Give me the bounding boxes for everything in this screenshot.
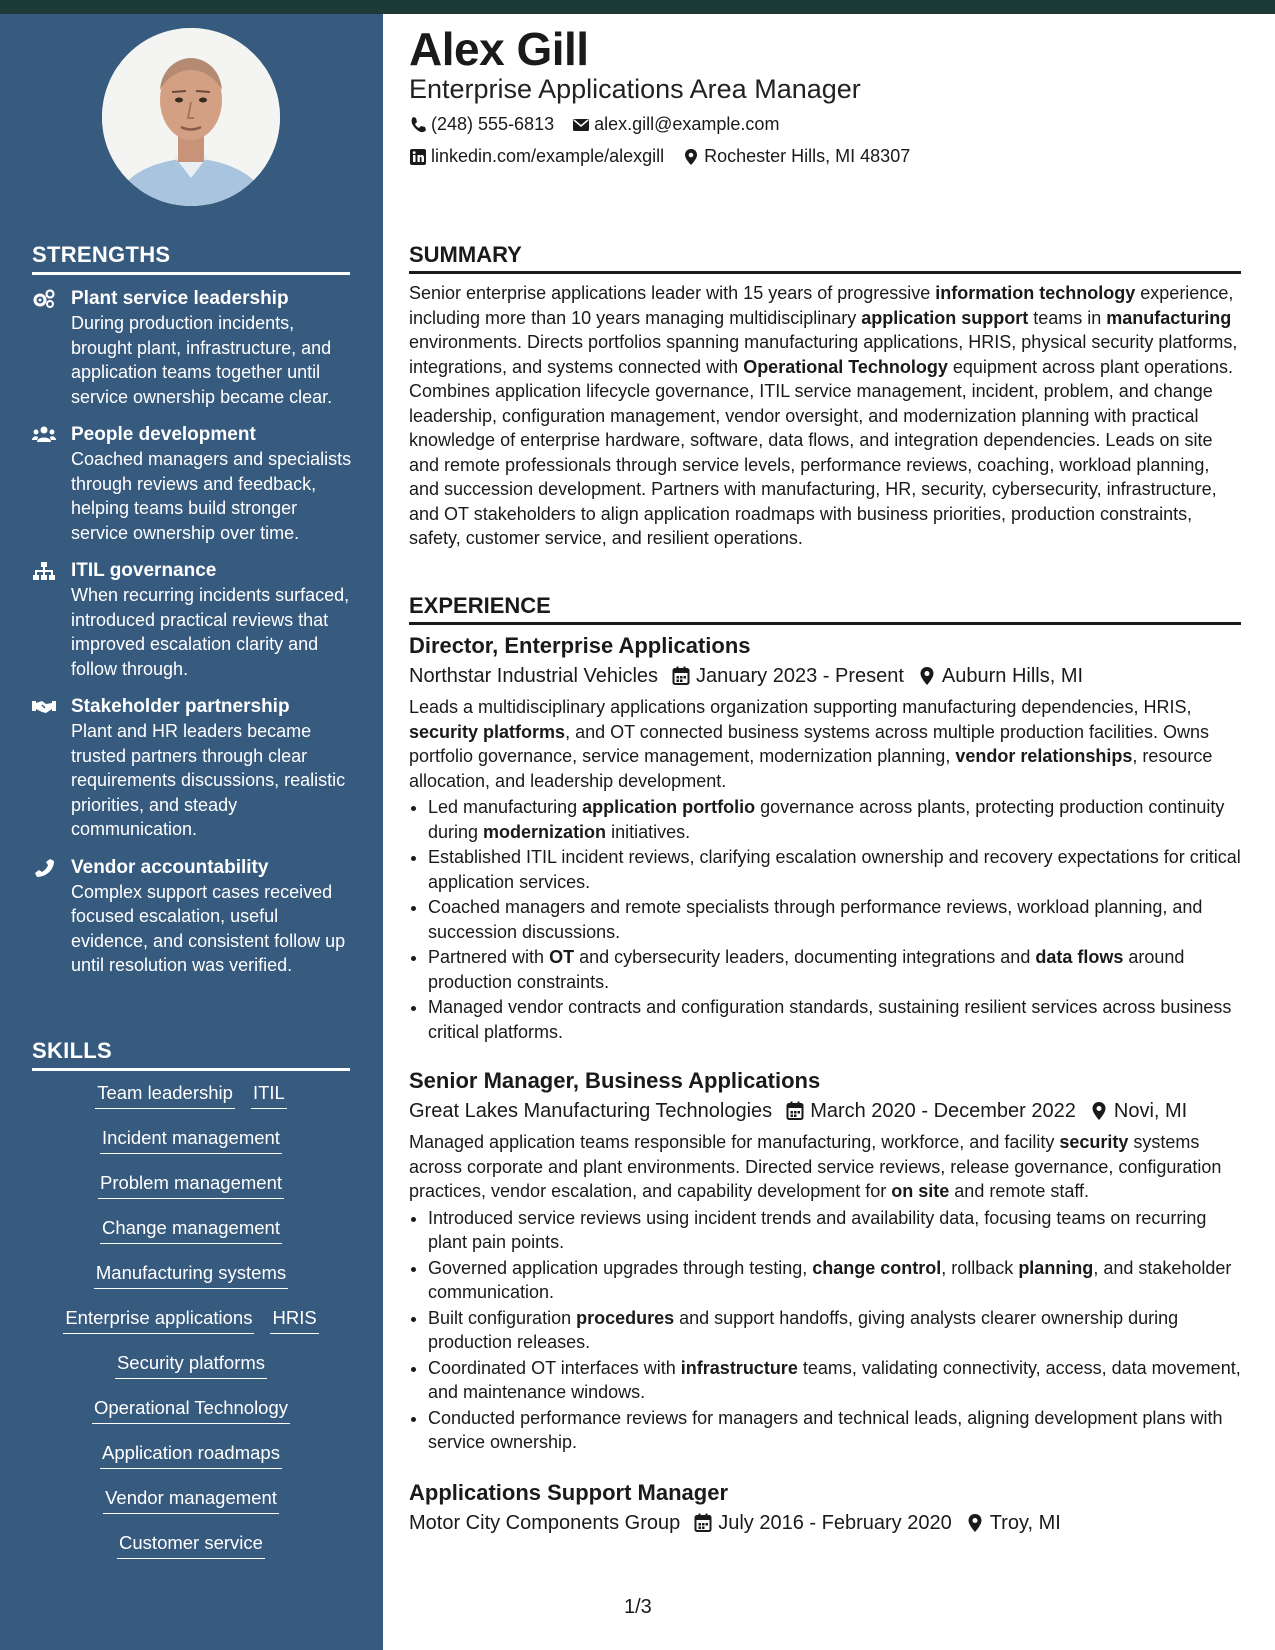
job-description: Managed application teams responsible for manufacturing, workforce, and facility security systems across corporate and plant environments. Directed service reviews, release governance, configuration practices, vendor escalation, and capability development for on site and remote staff. [409,1132,1222,1201]
map-pin-icon [682,148,700,166]
summary-text: Senior enterprise applications leader with 15 years of progressive information technology experience, including more than 10 years managing multidisciplinary application support teams in manufacturing environments. Directs portfolios spanning manufacturing applications, HRIS, physical security platforms, integrations, and systems connected with Operational Technology equipment across plant operations. Combines application lifecycle governance, ITIL service management, incident, problem, and change leadership, configuration management, vendor oversight, and modernization planning with practical knowledge of enterprise hardware, software, data flows, and integration dependencies. Leads on site and remote professionals through service levels, performance reviews, coaching, workload planning, and succession development. Partners with manufacturing, HR, security, cybersecurity, infrastructure, and OT stakeholders to align application roadmaps with business priorities, production constraints, safety, customer service, and resilient operations. [409,283,1238,548]
job-meta [409,661,1241,691]
contact-linkedin [409,146,664,167]
job-bullet: • Coached managers and remote specialists through performance reviews, workload planning, and succession discussions. [428,895,1241,944]
skill-tag: Change management [100,1215,282,1244]
calendar-icon [694,1513,712,1533]
gears-icon [32,289,56,309]
skill-tag: Incident management [100,1125,282,1154]
skill-row [32,1395,350,1440]
handshake-icon [32,697,56,717]
contact-email [572,114,779,135]
job-dates: March 2020 - December 2022 [810,1100,1076,1122]
strength-item [32,423,352,545]
job-bullets [409,795,1241,1044]
contact-row [409,114,779,135]
job-entry [409,631,1241,1045]
skill-tag: Application roadmaps [100,1440,282,1469]
envelope-icon [572,116,590,134]
profile-photo [102,28,280,206]
skill-row [32,1215,350,1260]
strength-desc: When recurring incidents surfaced, introduced practical reviews that improved escalation clarity and follow through. [71,585,350,679]
job-location: Novi, MI [1113,1100,1188,1122]
calendar-icon [672,666,690,686]
strength-title: ITIL governance [71,560,217,581]
summary-heading: SUMMARY [409,242,1241,274]
experience-heading: EXPERIENCE [409,593,1241,625]
contact-phone [409,114,554,135]
map-pin-icon [1090,1101,1108,1121]
page-number: 1/3 [624,1596,652,1618]
strength-title: Stakeholder partnership [71,696,290,717]
job-bullet: • Introduced service reviews using incident trends and availability data, focusing teams on recurring plant pain points. [428,1206,1241,1255]
map-pin-icon [966,1513,984,1533]
skill-row [32,1485,350,1530]
job-company: Motor City Components Group [409,1512,681,1534]
map-pin-icon [918,666,936,686]
skill-tag: Vendor management [103,1485,279,1514]
job-location: Troy, MI [989,1512,1061,1534]
phone-text[interactable]: (248) 555-6813 [431,114,555,134]
location-text: Rochester Hills, MI 48307 [704,146,911,166]
phone-icon [409,116,427,134]
job-bullet: • Established ITIL incident reviews, clarifying escalation ownership and recovery expectations for critical application services. [428,845,1241,894]
contact-row [409,146,910,167]
skill-row [32,1260,350,1305]
strength-item [32,695,352,842]
strengths-heading: STRENGTHS [32,242,350,275]
avatar [102,28,280,206]
job-location: Auburn Hills, MI [941,665,1084,687]
linkedin-icon [409,148,427,166]
skill-tag: Problem management [98,1170,284,1199]
candidate-title: Enterprise Applications Area Manager [409,74,861,104]
strength-desc: Complex support cases received focused escalation, useful evidence, and consistent follow up until resolution was verified. [71,881,346,975]
sidebar [0,0,383,1650]
phone-icon [32,858,56,878]
skill-row [32,1125,350,1170]
skill-row [32,1350,350,1395]
job-role: Senior Manager, Business Applications [409,1068,821,1093]
strengths-list [32,287,352,992]
strength-title: Vendor accountability [71,856,269,878]
skill-row [32,1080,350,1125]
strength-title: People development [71,424,256,445]
users-icon [32,425,56,445]
job-meta [409,1096,1241,1126]
strength-desc: Coached managers and specialists through reviews and feedback, helping teams build stronger service ownership over time. [71,449,352,543]
strength-item [32,559,352,681]
skill-row [32,1305,350,1350]
job-role: Applications Support Manager [409,1480,729,1505]
skill-tag: Customer service [117,1530,265,1559]
calendar-icon [786,1101,804,1121]
job-meta [409,1508,1241,1538]
skill-tag: Enterprise applications [63,1305,254,1334]
job-bullet: • Conducted performance reviews for managers and technical leads, aligning development plans with service ownership. [428,1406,1241,1455]
job-bullet: • Partnered with OT and cybersecurity leaders, documenting integrations and data flows around production constraints. [428,945,1241,994]
job-bullet: • Managed vendor contracts and configuration standards, sustaining resilient services across business critical platforms. [428,995,1241,1044]
strength-item [32,287,352,409]
job-dates: July 2016 - February 2020 [718,1512,952,1534]
candidate-name: Alex Gill [409,23,589,75]
job-bullets [409,1206,1241,1455]
job-entry [409,1066,1241,1456]
job-entry [409,1478,1241,1538]
skill-tag: Operational Technology [92,1395,290,1424]
contact-location [682,146,910,167]
skill-tag: ITIL [251,1080,287,1109]
skill-tag: Security platforms [115,1350,267,1379]
job-company: Northstar Industrial Vehicles [409,665,659,687]
job-bullet: • Led manufacturing application portfolio governance across plants, protecting production continuity during modernization initiatives. [428,795,1241,844]
job-role: Director, Enterprise Applications [409,633,751,658]
strength-desc: During production incidents, brought plant, infrastructure, and application teams together until service ownership became clear. [71,313,333,407]
job-bullet: • Governed application upgrades through testing, change control, rollback planning, and stakeholder communication. [428,1256,1241,1305]
linkedin-link[interactable]: linkedin.com/example/alexgill [431,146,665,166]
strength-title: Plant service leadership [71,288,289,309]
skill-row [32,1170,350,1215]
job-bullet: • Coordinated OT interfaces with infrastructure teams, validating connectivity, access, data movement, and maintenance windows. [428,1356,1241,1405]
skill-row [32,1440,350,1485]
strength-item [32,856,352,978]
skill-tag: Manufacturing systems [94,1260,288,1289]
job-company: Great Lakes Manufacturing Technologies [409,1100,773,1122]
top-accent-bar [0,0,383,14]
email-link[interactable]: alex.gill@example.com [594,114,780,134]
skill-row [32,1530,350,1575]
sitemap-icon [32,561,56,581]
job-dates: January 2023 - Present [696,665,904,687]
job-bullet: • Built configuration procedures and support handoffs, giving analysts clearer ownership during production releases. [428,1306,1241,1355]
top-accent-bar [383,0,1275,14]
skills-list [32,1080,350,1575]
skill-tag: Team leadership [95,1080,235,1109]
job-description: Leads a multidisciplinary applications organization supporting manufacturing dependencies, HRIS, security platforms, and OT connected business systems across multiple production facilities. Owns portfolio governance, service management, modernization planning, vendor relationships, resource allocation, and leadership development. [409,697,1213,791]
skill-tag: HRIS [270,1305,318,1334]
strength-desc: Plant and HR leaders became trusted partners through clear requirements discussions, realistic priorities, and steady communication. [71,721,346,839]
skills-heading: SKILLS [32,1038,350,1071]
